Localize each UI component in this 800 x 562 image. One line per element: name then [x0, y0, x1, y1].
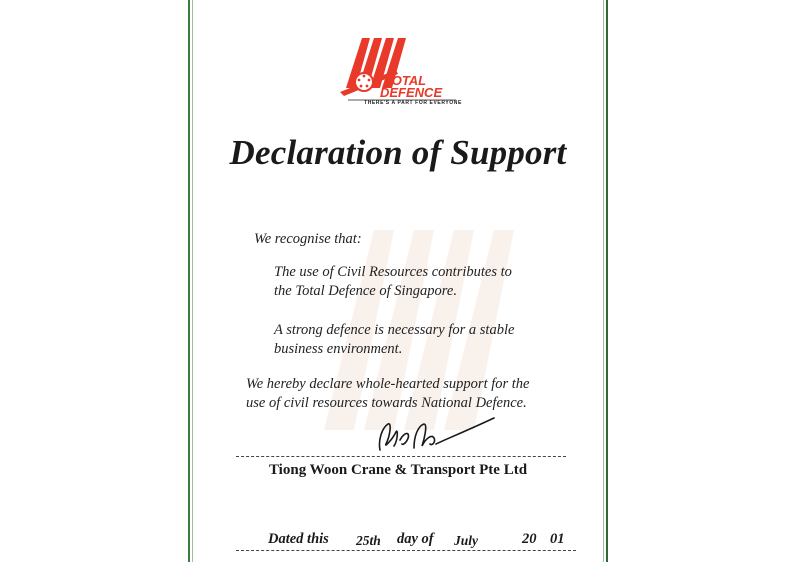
- date-day-label: day of: [397, 531, 434, 547]
- date-month: July: [454, 533, 479, 548]
- point-one-line1: The use of Civil Resources contributes to: [274, 264, 512, 280]
- signature-line: [236, 456, 566, 457]
- total-defence-logo: [326, 30, 476, 120]
- closing-line1: We hereby declare whole-hearted support for the: [246, 376, 530, 392]
- intro-text: We recognise that:: [254, 231, 362, 247]
- date-year-suffix: 01: [550, 531, 565, 547]
- logo-line1: TOTAL: [384, 73, 427, 88]
- dated-label: Dated this: [268, 531, 329, 547]
- company-name: Tiong Woon Crane & Transport Pte Ltd: [268, 462, 528, 478]
- document-title: Declaration of Support: [229, 133, 567, 172]
- closing-statement: [246, 375, 530, 413]
- date-line: [236, 550, 576, 551]
- point-two-line1: A strong defence is necessary for a stable: [274, 322, 515, 338]
- date-day: 25th: [356, 533, 381, 548]
- point-two: [274, 321, 514, 359]
- point-one: [274, 263, 512, 301]
- certificate-sheet: [188, 0, 608, 562]
- closing-line2: use of civil resources towards National Defence.: [246, 395, 527, 411]
- point-one-line2: the Total Defence of Singapore.: [274, 283, 457, 299]
- logo-tagline: THERE'S A PART FOR EVERYONE: [364, 100, 462, 106]
- date-year-prefix: 20: [522, 531, 537, 547]
- point-two-line2: business environment.: [274, 341, 403, 357]
- logo-line2: DEFENCE: [380, 85, 443, 100]
- signature-mark: [374, 410, 524, 460]
